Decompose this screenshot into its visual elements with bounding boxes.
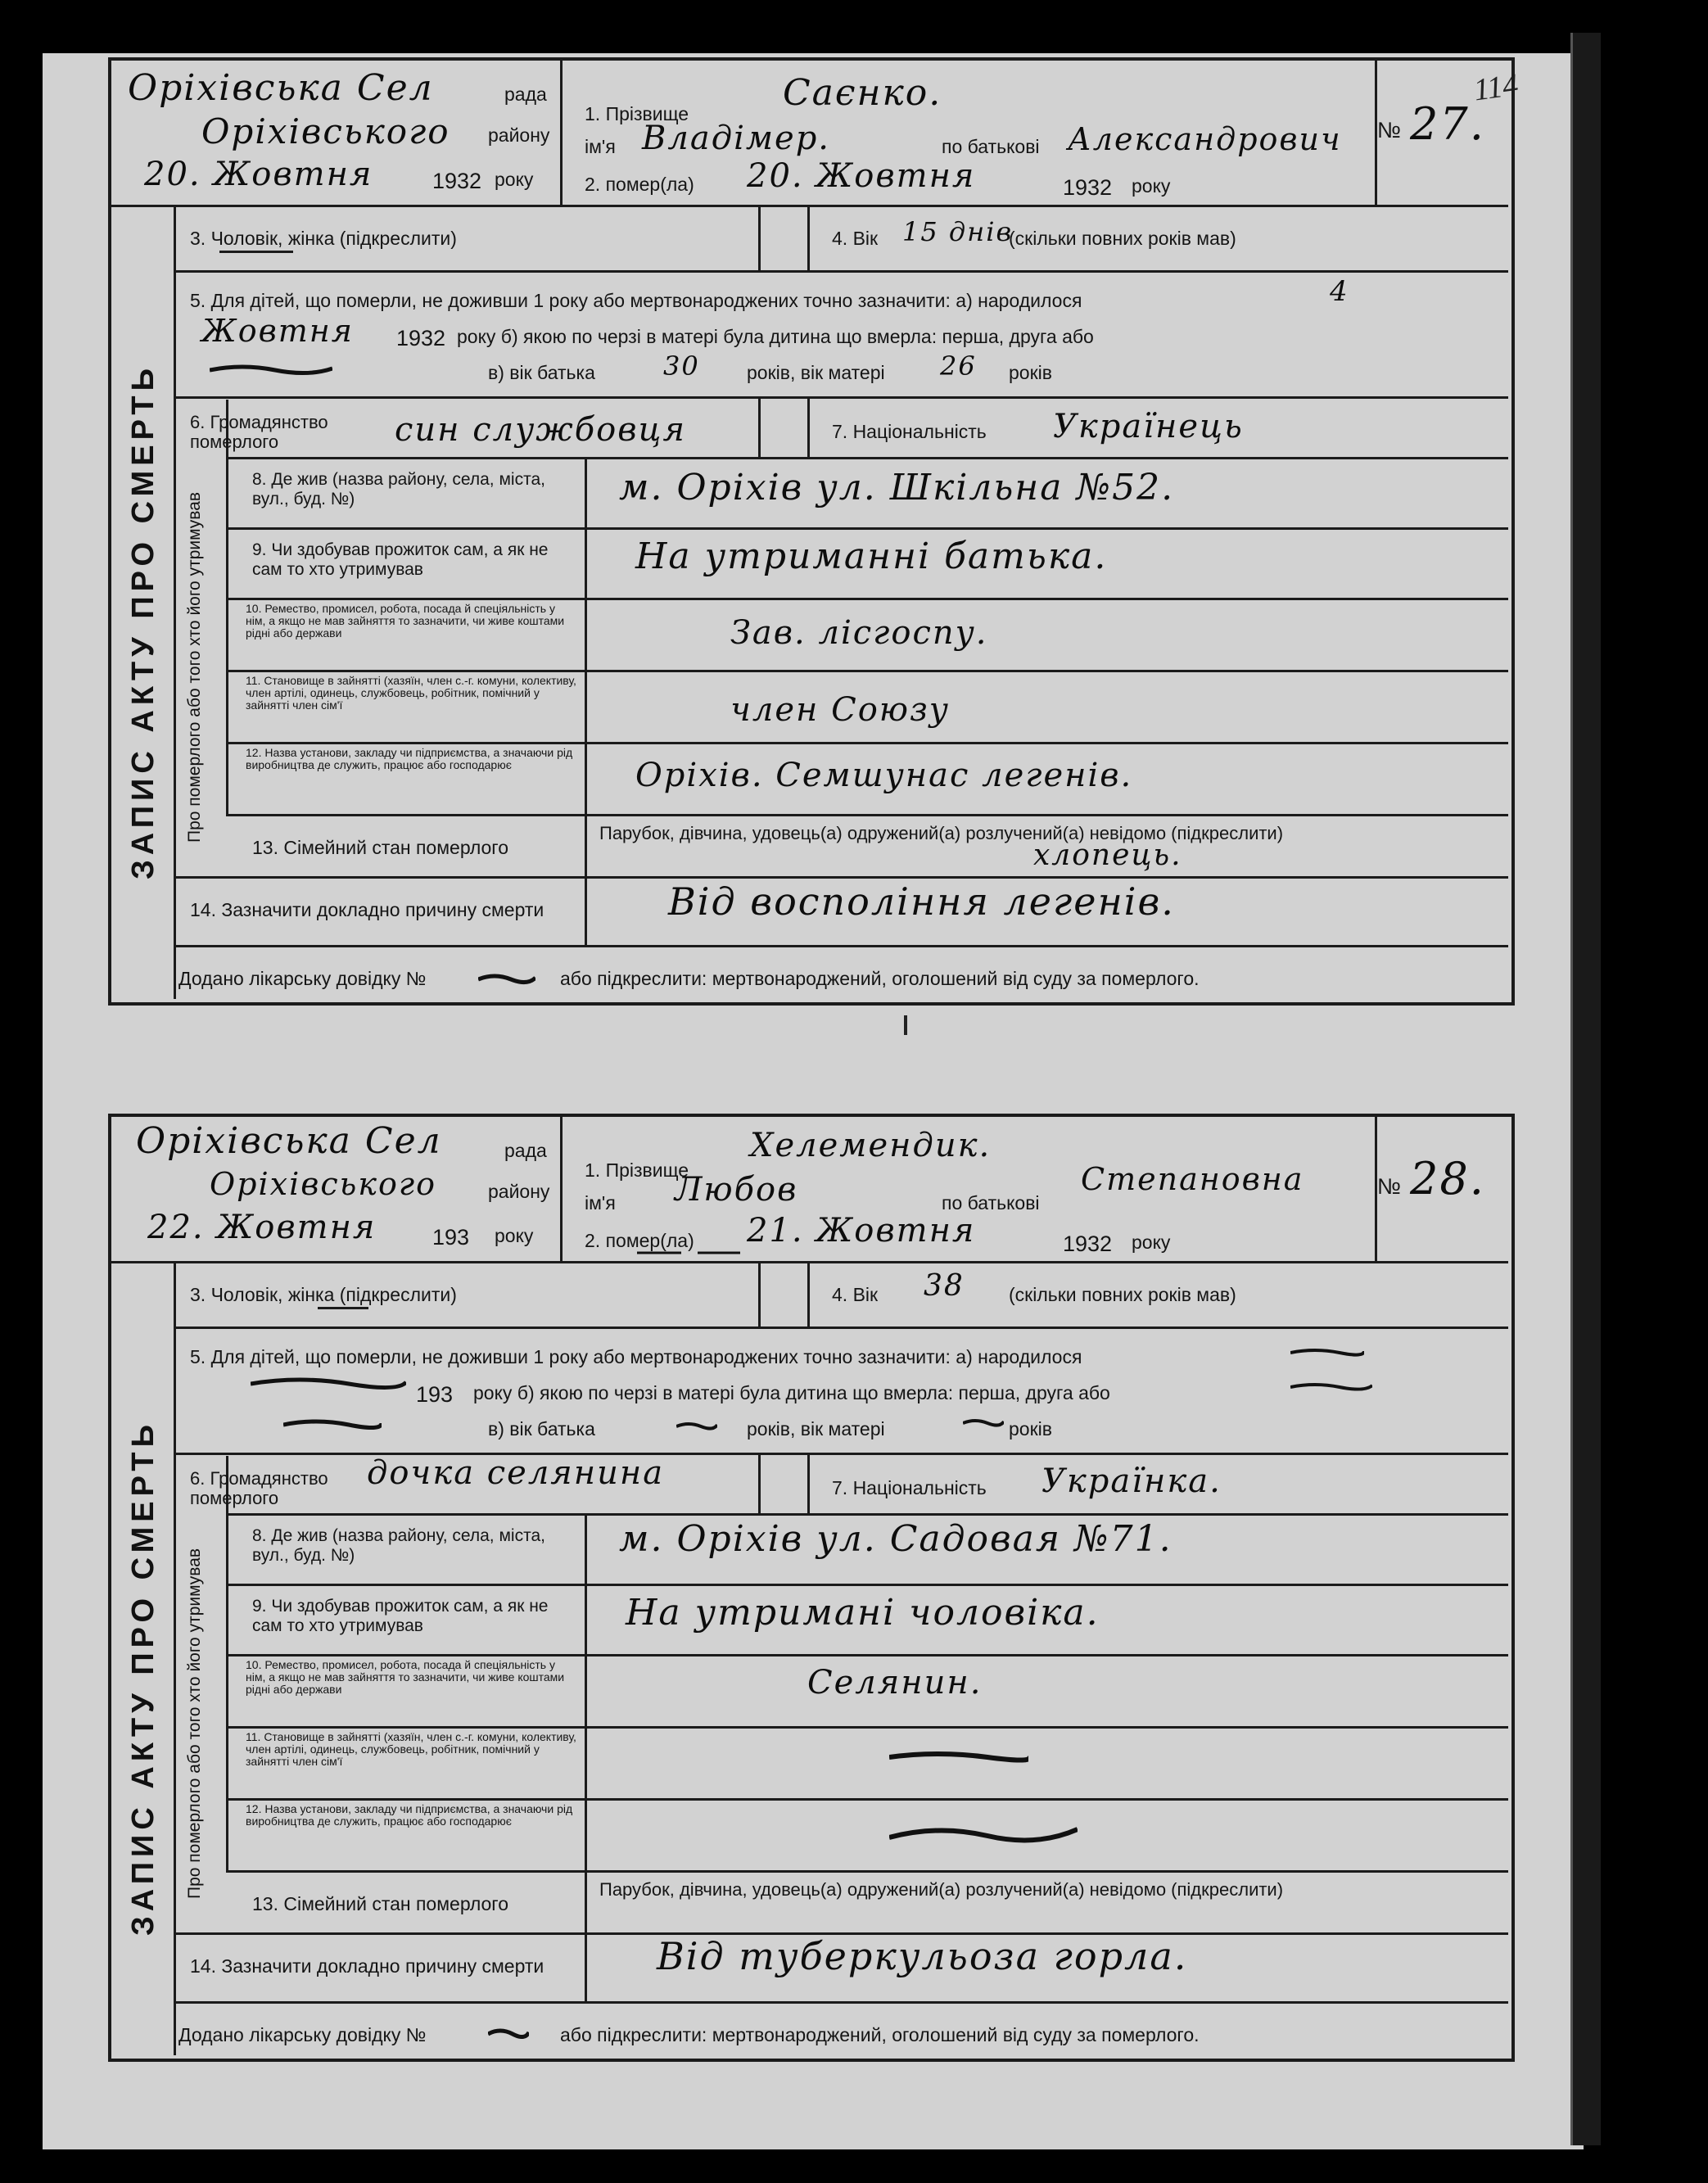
row-line — [174, 945, 1508, 947]
row-line — [226, 1584, 1508, 1586]
residence-label: 8. Де жив (назва району, села, міста, вул., буд. №) — [252, 470, 545, 508]
dash-stroke — [1290, 1346, 1364, 1359]
certificate-label: Додано лікарську довідку № — [178, 2024, 427, 2045]
side-divider — [174, 205, 176, 999]
village-council: Оріхівська Сел — [136, 1120, 442, 1162]
certificate-tail: або підкреслити: мертвонароджений, оголошений від суду за померлого. — [560, 2024, 1200, 2045]
name-label: ім'я — [585, 1192, 616, 1214]
rows-divider — [585, 457, 587, 945]
record-number: 28. — [1410, 1153, 1485, 1204]
registry-block — [111, 1117, 563, 1261]
dash-stroke — [889, 1749, 1028, 1765]
surname-label: 1. Прізвище — [585, 1159, 689, 1181]
row-line — [226, 814, 1508, 816]
death-record-27 — [108, 57, 1515, 1006]
age-value: 15 днів — [902, 216, 1014, 247]
row-line — [174, 1327, 1508, 1329]
infant-line2: року б) якою по черзі в матері була дитина що вмерла: перша, друга або — [457, 326, 1094, 347]
infant-line1: 5. Для дітей, що померли, не доживши 1 року або мертвонароджених точно зазначити: а) народилося — [190, 290, 1082, 311]
sex-label: 3. Чоловік, жінка (підкреслити) — [190, 228, 457, 249]
sex-underline — [219, 251, 293, 253]
side-sub-divider — [226, 400, 228, 816]
certificate-dash — [478, 969, 535, 986]
infant-line1: 5. Для дітей, що померли, не доживши 1 року або мертвонароджених точно зазначити: а) народилося — [190, 1346, 1082, 1367]
row-line — [174, 270, 1508, 273]
row-line — [226, 742, 1508, 744]
rows-divider — [585, 1513, 587, 2001]
raionu-label: району — [488, 1181, 550, 1202]
patronymic: Александрович — [1068, 121, 1342, 157]
roku-label: року — [495, 169, 534, 190]
side-title: ЗАПИС АКТУ ПРО СМЕРТЬ — [126, 1420, 160, 1936]
year-prefix: 193 — [416, 1382, 454, 1407]
rada-label: рада — [504, 84, 547, 105]
row-line — [226, 670, 1508, 672]
number-label: № — [1377, 118, 1401, 142]
birth-day: 4 — [1330, 275, 1349, 308]
registration-date: 20. Жовтня — [144, 156, 373, 193]
dash-stroke — [963, 1417, 1004, 1428]
record-header — [111, 61, 1508, 207]
rada-label: рада — [504, 1140, 547, 1161]
livelihood: На утримані чоловіка. — [626, 1592, 1100, 1634]
death-year: 1932 — [1063, 1232, 1113, 1256]
row-line — [226, 1798, 1508, 1801]
row6-divider-a — [758, 1453, 761, 1513]
row6-divider-a — [758, 396, 761, 457]
row3-divider-a — [758, 1261, 761, 1327]
age-label: 4. Вік — [832, 1284, 879, 1305]
cause-label: 14. Зазначити докладно причину смерти — [190, 1955, 544, 1977]
side-divider — [174, 1261, 176, 2055]
row6-divider-b — [807, 1453, 810, 1513]
occupation: Зав. лісгоспу. — [730, 614, 988, 652]
years-label: років — [1009, 362, 1052, 383]
citizenship: дочка селянина — [367, 1454, 665, 1492]
registry-block — [111, 61, 563, 205]
institution: Оріхів. Семшунас легенів. — [635, 757, 1133, 794]
raionu-label: району — [488, 124, 550, 146]
row-line — [226, 598, 1508, 600]
death-date: 21. Жовтня — [747, 1212, 976, 1250]
cause-of-death: Від туберкульоза горла. — [657, 1934, 1188, 1978]
occupation-label: 10. Ремество, промисел, робота, посада й спеціяльність у нім, а якщо не мав зайняття то зазначити, чи живе коштами рідні або держави — [246, 1658, 565, 1696]
marital-status: хлопець. — [1033, 838, 1182, 872]
sex-underline — [318, 1307, 368, 1309]
age-note: (скільки повних років мав) — [1009, 1284, 1236, 1305]
row-line — [174, 396, 1508, 399]
institution-label: 12. Назва установи, закладу чи підприємства, а значаючи рід виробництва де служить, працює або господарює — [246, 746, 573, 771]
infant-line3: в) вік батька — [488, 1418, 595, 1440]
certificate-label: Додано лікарську довідку № — [178, 968, 427, 989]
side-sub-divider — [226, 1456, 228, 1872]
row-line — [226, 1654, 1508, 1656]
divider-mark — [904, 1015, 907, 1035]
given-name: Любов — [675, 1171, 798, 1209]
number-label: № — [1377, 1174, 1401, 1199]
row-line — [174, 876, 1508, 879]
row-line — [226, 457, 1508, 459]
row6-divider-b — [807, 396, 810, 457]
registration-year: 193 — [432, 1225, 470, 1250]
side-title: ЗАПИС АКТУ ПРО СМЕРТЬ — [126, 364, 160, 879]
mother-age-label: років, вік матері — [747, 362, 885, 383]
livelihood-label: 9. Чи здобував прожиток сам, а як не сам то хто утримував — [252, 540, 549, 579]
years-label: років — [1009, 1418, 1052, 1440]
livelihood: На утриманні батька. — [635, 536, 1108, 577]
patronymic-label: по батькові — [942, 1192, 1040, 1214]
cause-label: 14. Зазначити докладно причину смерти — [190, 899, 544, 920]
row3-divider-b — [807, 1261, 810, 1327]
occupation-label: 10. Ремество, промисел, робота, посада й спеціяльність у нім, а якщо не мав зайняття то зазначити, чи живе коштами рідні або держави — [246, 602, 565, 640]
mother-age: 26 — [940, 350, 977, 382]
record-number-box — [1375, 1117, 1508, 1261]
residence: м. Оріхів ул. Шкільна №52. — [619, 467, 1175, 508]
patronymic: Степановна — [1081, 1161, 1304, 1197]
death-roku-label: року — [1132, 1232, 1171, 1253]
record-header — [111, 1117, 1508, 1263]
page-number: 114 — [1471, 67, 1520, 108]
residence: м. Оріхів ул. Садовая №71. — [619, 1518, 1173, 1560]
row-line — [174, 2001, 1508, 2004]
nationality: Українець — [1053, 408, 1244, 445]
death-date: 20. Жовтня — [747, 157, 976, 195]
dash-stroke — [283, 1417, 382, 1433]
death-roku-label: року — [1132, 175, 1171, 197]
given-name: Владімер. — [642, 120, 831, 157]
death-record-28 — [108, 1114, 1515, 2062]
village-council: Оріхівська Сел — [128, 67, 434, 109]
registration-date: 22. Жовтня — [147, 1209, 377, 1246]
row-line — [226, 1870, 1508, 1873]
certificate-tail: або підкреслити: мертвонароджений, оголошений від суду за померлого. — [560, 968, 1200, 989]
institution-label: 12. Назва установи, закладу чи підприємства, а значаючи рід виробництва де служить, працює або господарює — [246, 1802, 573, 1828]
age-value: 38 — [924, 1269, 965, 1303]
nationality-label: 7. Національність — [832, 1477, 987, 1498]
position: член Союзу — [730, 691, 951, 729]
died-underline — [635, 1248, 742, 1258]
dash-stroke — [251, 1376, 406, 1392]
death-year: 1932 — [1063, 175, 1113, 200]
mother-age-label: років, вік матері — [747, 1418, 885, 1440]
citizenship-label: 6. Громадянство померлого — [190, 412, 328, 452]
position-label: 11. Становище в зайнятті (хазяїн, член с.-г. комуни, колективу, член артілі, одинець, службовець, робітник, помічний у зайнятті член сім'ї — [246, 1730, 576, 1768]
marital-options: Парубок, дівчина, удовець(а) одружений(а) розлучений(а) невідомо (підкреслити) — [599, 823, 1284, 843]
patronymic-label: по батькові — [942, 136, 1040, 157]
certificate-dash — [488, 2024, 529, 2041]
nationality: Українка. — [1042, 1462, 1222, 1500]
row-line — [226, 527, 1508, 530]
dash-stroke — [889, 1821, 1078, 1846]
record-number: 27. — [1410, 98, 1485, 150]
surname: Хелемендик. — [750, 1127, 992, 1164]
nationality-label: 7. Національність — [832, 421, 987, 442]
surname-label: 1. Прізвище — [585, 103, 689, 124]
occupation: Селянин. — [807, 1664, 983, 1702]
age-note: (скільки повних років мав) — [1009, 228, 1236, 249]
row-line — [226, 1513, 1508, 1516]
died-label: 2. помер(ла) — [585, 1230, 694, 1251]
residence-label: 8. Де жив (назва району, села, міста, вул., буд. №) — [252, 1526, 545, 1565]
father-age: 30 — [663, 350, 700, 382]
dash-stroke — [676, 1420, 717, 1431]
sex-label: 3. Чоловік, жінка (підкреслити) — [190, 1284, 457, 1305]
roku-label: року — [495, 1225, 534, 1246]
infant-line2: року б) якою по черзі в матері була дитина що вмерла: перша, друга або — [473, 1382, 1110, 1403]
surname: Саєнко. — [783, 72, 942, 114]
died-label: 2. помер(ла) — [585, 174, 694, 195]
side-subtitle: Про померлого або того хто його утримував — [185, 1548, 204, 1899]
district: Оріхівського — [210, 1166, 436, 1202]
name-label: ім'я — [585, 136, 616, 157]
record-number-box — [1375, 61, 1508, 205]
side-subtitle: Про померлого або того хто його утримував — [185, 491, 204, 843]
position-label: 11. Становище в зайнятті (хазяїн, член с.-г. комуни, колективу, член артілі, одинець, службовець, робітник, помічний у зайнятті член сім'ї — [246, 674, 576, 712]
marital-label: 13. Сімейний стан померлого — [252, 837, 508, 858]
row-line — [226, 1726, 1508, 1729]
citizenship-label: 6. Громадянство померлого — [190, 1468, 328, 1508]
district: Оріхівського — [201, 111, 450, 151]
dash-stroke — [1290, 1381, 1372, 1394]
row3-divider-a — [758, 205, 761, 270]
citizenship: син службовця — [395, 411, 686, 449]
marital-label: 13. Сімейний стан померлого — [252, 1893, 508, 1914]
infant-line3: в) вік батька — [488, 362, 595, 383]
marital-options: Парубок, дівчина, удовець(а) одружений(а) розлучений(а) невідомо (підкреслити) — [599, 1879, 1284, 1900]
row3-divider-b — [807, 205, 810, 270]
birth-year: 1932 — [396, 326, 446, 350]
age-label: 4. Вік — [832, 228, 879, 249]
registration-year: 1932 — [432, 169, 482, 193]
cause-of-death: Від воспоління легенів. — [668, 879, 1175, 924]
dash-stroke — [210, 362, 332, 378]
birth-month: Жовтня — [201, 313, 354, 349]
binding-edge — [1570, 33, 1601, 2145]
livelihood-label: 9. Чи здобував прожиток сам, а як не сам то хто утримував — [252, 1597, 549, 1635]
